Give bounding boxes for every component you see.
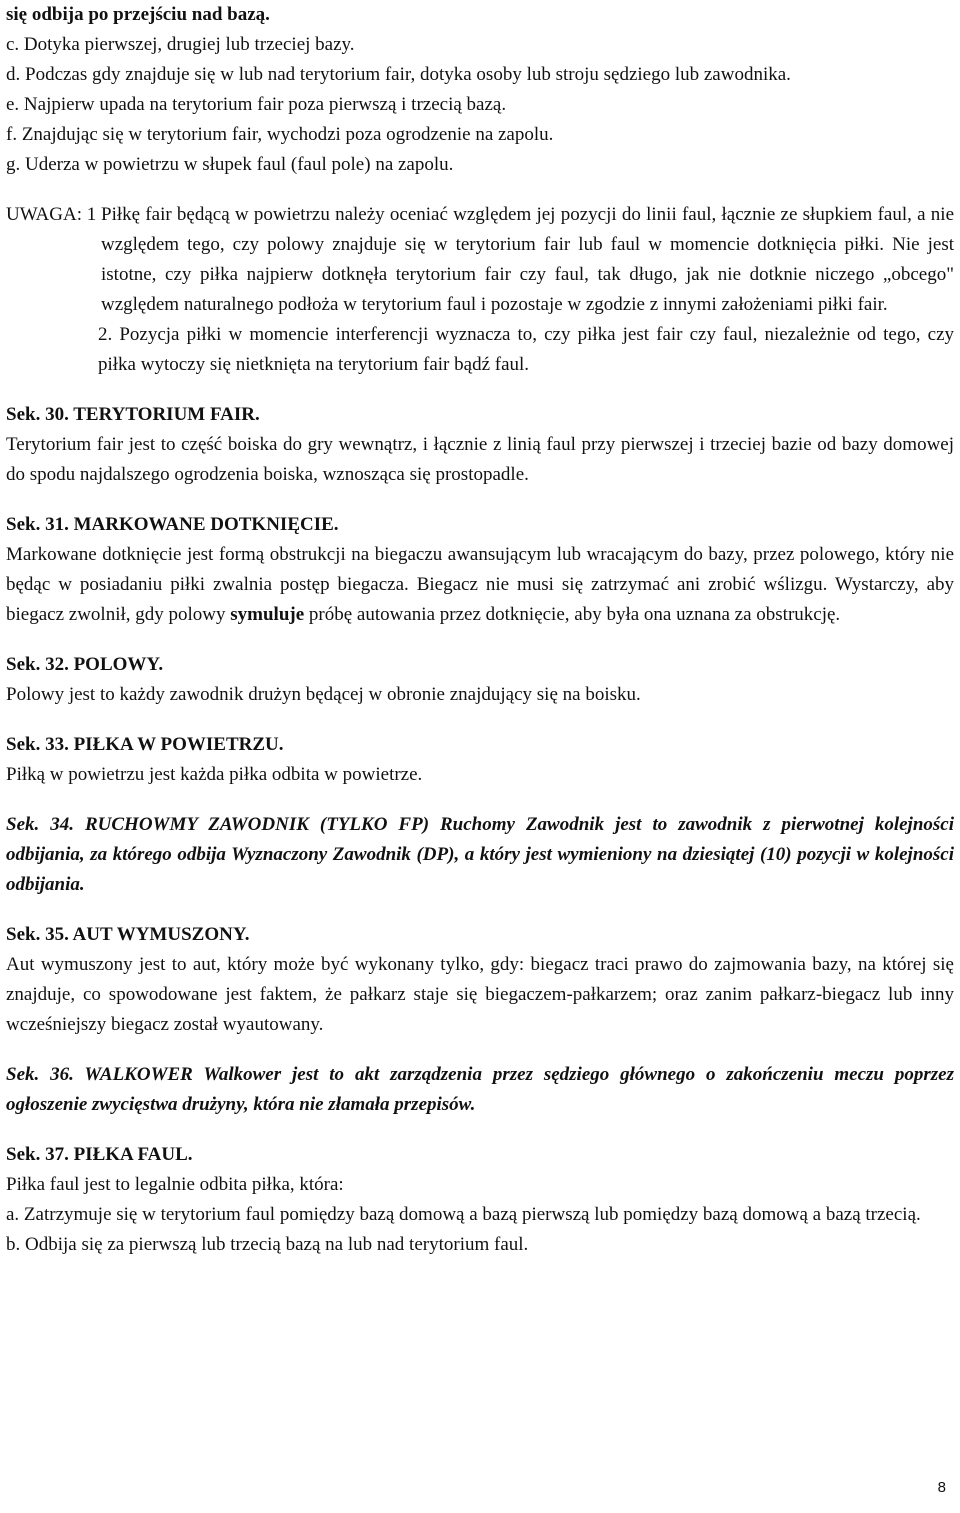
section-text-33: Piłką w powietrzu jest każda piłka odbita w powietrze. bbox=[6, 764, 423, 785]
document-page bbox=[6, 0, 954, 1260]
note-paragraph-1: Piłkę fair będącą w powietrzu należy oceniać względem jej pozycji do linii faul, łącznie ze słupkiem faul, a nie względem tego, czy polowy znajduje się w terytorium fair lub faul w momencie dotknięcia piłki. Nie jest istotne, czy piłka najpierw dotknęła terytorium fair czy faul, tak długo, jak nie dotknie niczego „obcego" względem naturalnego podłoża w terytorium faul i pozostaje w zgodzie z innymi założeniami piłki fair. bbox=[101, 204, 954, 315]
list-item: e. Najpierw upada na terytorium fair poza pierwszą i trzecią bazą. bbox=[6, 94, 507, 115]
note-block bbox=[6, 200, 954, 320]
section-heading-37: Sek. 37. PIŁKA FAUL. bbox=[6, 1144, 193, 1165]
note-label: UWAGA: 1 bbox=[6, 204, 101, 225]
section-heading-30: Sek. 30. TERYTORIUM FAIR. bbox=[6, 404, 260, 425]
section-text-34: Sek. 34. RUCHOWMY ZAWODNIK (TYLKO FP) Ruchomy Zawodnik jest to zawodnik z pierwotnej kolejności odbijania, za którego odbija Wyznaczony Zawodnik (DP), a który jest wymieniony na dziesiątej (10) pozycji w kolejności odbijania. bbox=[6, 814, 954, 895]
spacer bbox=[6, 1120, 954, 1140]
section-text-36: Sek. 36. WALKOWER Walkower jest to akt zarządzenia przez sędziego głównego o zakończeniu meczu poprzez ogłoszenie zwycięstwa drużyny, która nie złamała przepisów. bbox=[6, 1064, 954, 1115]
spacer bbox=[6, 710, 954, 730]
section-text-31 bbox=[6, 540, 954, 630]
spacer bbox=[6, 1040, 954, 1060]
list-item: b. Odbija się za pierwszą lub trzecią bazą na lub nad terytorium faul. bbox=[6, 1234, 529, 1255]
spacer bbox=[6, 630, 954, 650]
list-item: d. Podczas gdy znajduje się w lub nad terytorium fair, dotyka osoby lub stroju sędziego lub zawodnika. bbox=[6, 64, 791, 85]
section-heading-33: Sek. 33. PIŁKA W POWIETRZU. bbox=[6, 734, 284, 755]
note-paragraph-2: 2. Pozycja piłki w momencie interferencji wyznacza to, czy piłka jest fair czy faul, niezależnie od tego, czy piłka wytoczy się nietknięta na terytorium fair bądź faul. bbox=[98, 324, 954, 375]
spacer bbox=[6, 490, 954, 510]
section-text-32: Polowy jest to każdy zawodnik drużyn będącej w obronie znajdujący się na boisku. bbox=[6, 684, 641, 705]
list-item: a. Zatrzymuje się w terytorium faul pomiędzy bazą domową a bazą pierwszą lub pomiędzy bazą domową a bazą trzecią. bbox=[6, 1204, 921, 1225]
page-number: 8 bbox=[937, 1479, 946, 1496]
section-heading-31: Sek. 31. MARKOWANE DOTKNIĘCIE. bbox=[6, 514, 339, 535]
section-heading-32: Sek. 32. POLOWY. bbox=[6, 654, 164, 675]
list-item: f. Znajdując się w terytorium fair, wychodzi poza ogrodzenie na zapolu. bbox=[6, 124, 554, 145]
section-text-35: Aut wymuszony jest to aut, który może być wykonany tylko, gdy: biegacz traci prawo do zajmowania bazy, na której się znajduje, co spowodowane jest faktem, że pałkarz staje się biegaczem-pałkarzem; oraz zanim pałkarz-biegacz lub inny wcześniejszy biegacz został wyautowany. bbox=[6, 954, 954, 1035]
spacer bbox=[6, 790, 954, 810]
section-text-30: Terytorium fair jest to część boiska do gry wewnątrz, i łącznie z linią faul przy pierwszej i trzeciej bazie od bazy domowej do spodu najdalszego ogrodzenia boiska, wznosząca się prostopadle. bbox=[6, 434, 954, 485]
continued-line: się odbija po przejściu nad bazą. bbox=[6, 4, 270, 25]
section-heading-35: Sek. 35. AUT WYMUSZONY. bbox=[6, 924, 250, 945]
spacer bbox=[6, 380, 954, 400]
section-text-31-b: próbę autowania przez dotknięcie, aby była ona uznana za obstrukcję. bbox=[304, 604, 841, 625]
spacer bbox=[6, 900, 954, 920]
list-item: g. Uderza w powietrzu w słupek faul (faul pole) na zapolu. bbox=[6, 154, 454, 175]
list-item: c. Dotyka pierwszej, drugiej lub trzeciej bazy. bbox=[6, 34, 355, 55]
spacer bbox=[6, 180, 954, 200]
section-text-31-emphasis: symuluje bbox=[230, 604, 305, 625]
section-text-31-a: Markowane dotknięcie jest formą obstrukcji na biegaczu awansującym lub wracającym do bazy, przez polowego, który nie będąc w posiadaniu piłki zwalnia postęp biegacza. Biegacz nie musi się zatrzymać ani zrobić wślizgu. Wystarczy, aby biegacz zwolnił, gdy polowy bbox=[6, 544, 954, 625]
section-intro-37: Piłka faul jest to legalnie odbita piłka, która: bbox=[6, 1174, 344, 1195]
